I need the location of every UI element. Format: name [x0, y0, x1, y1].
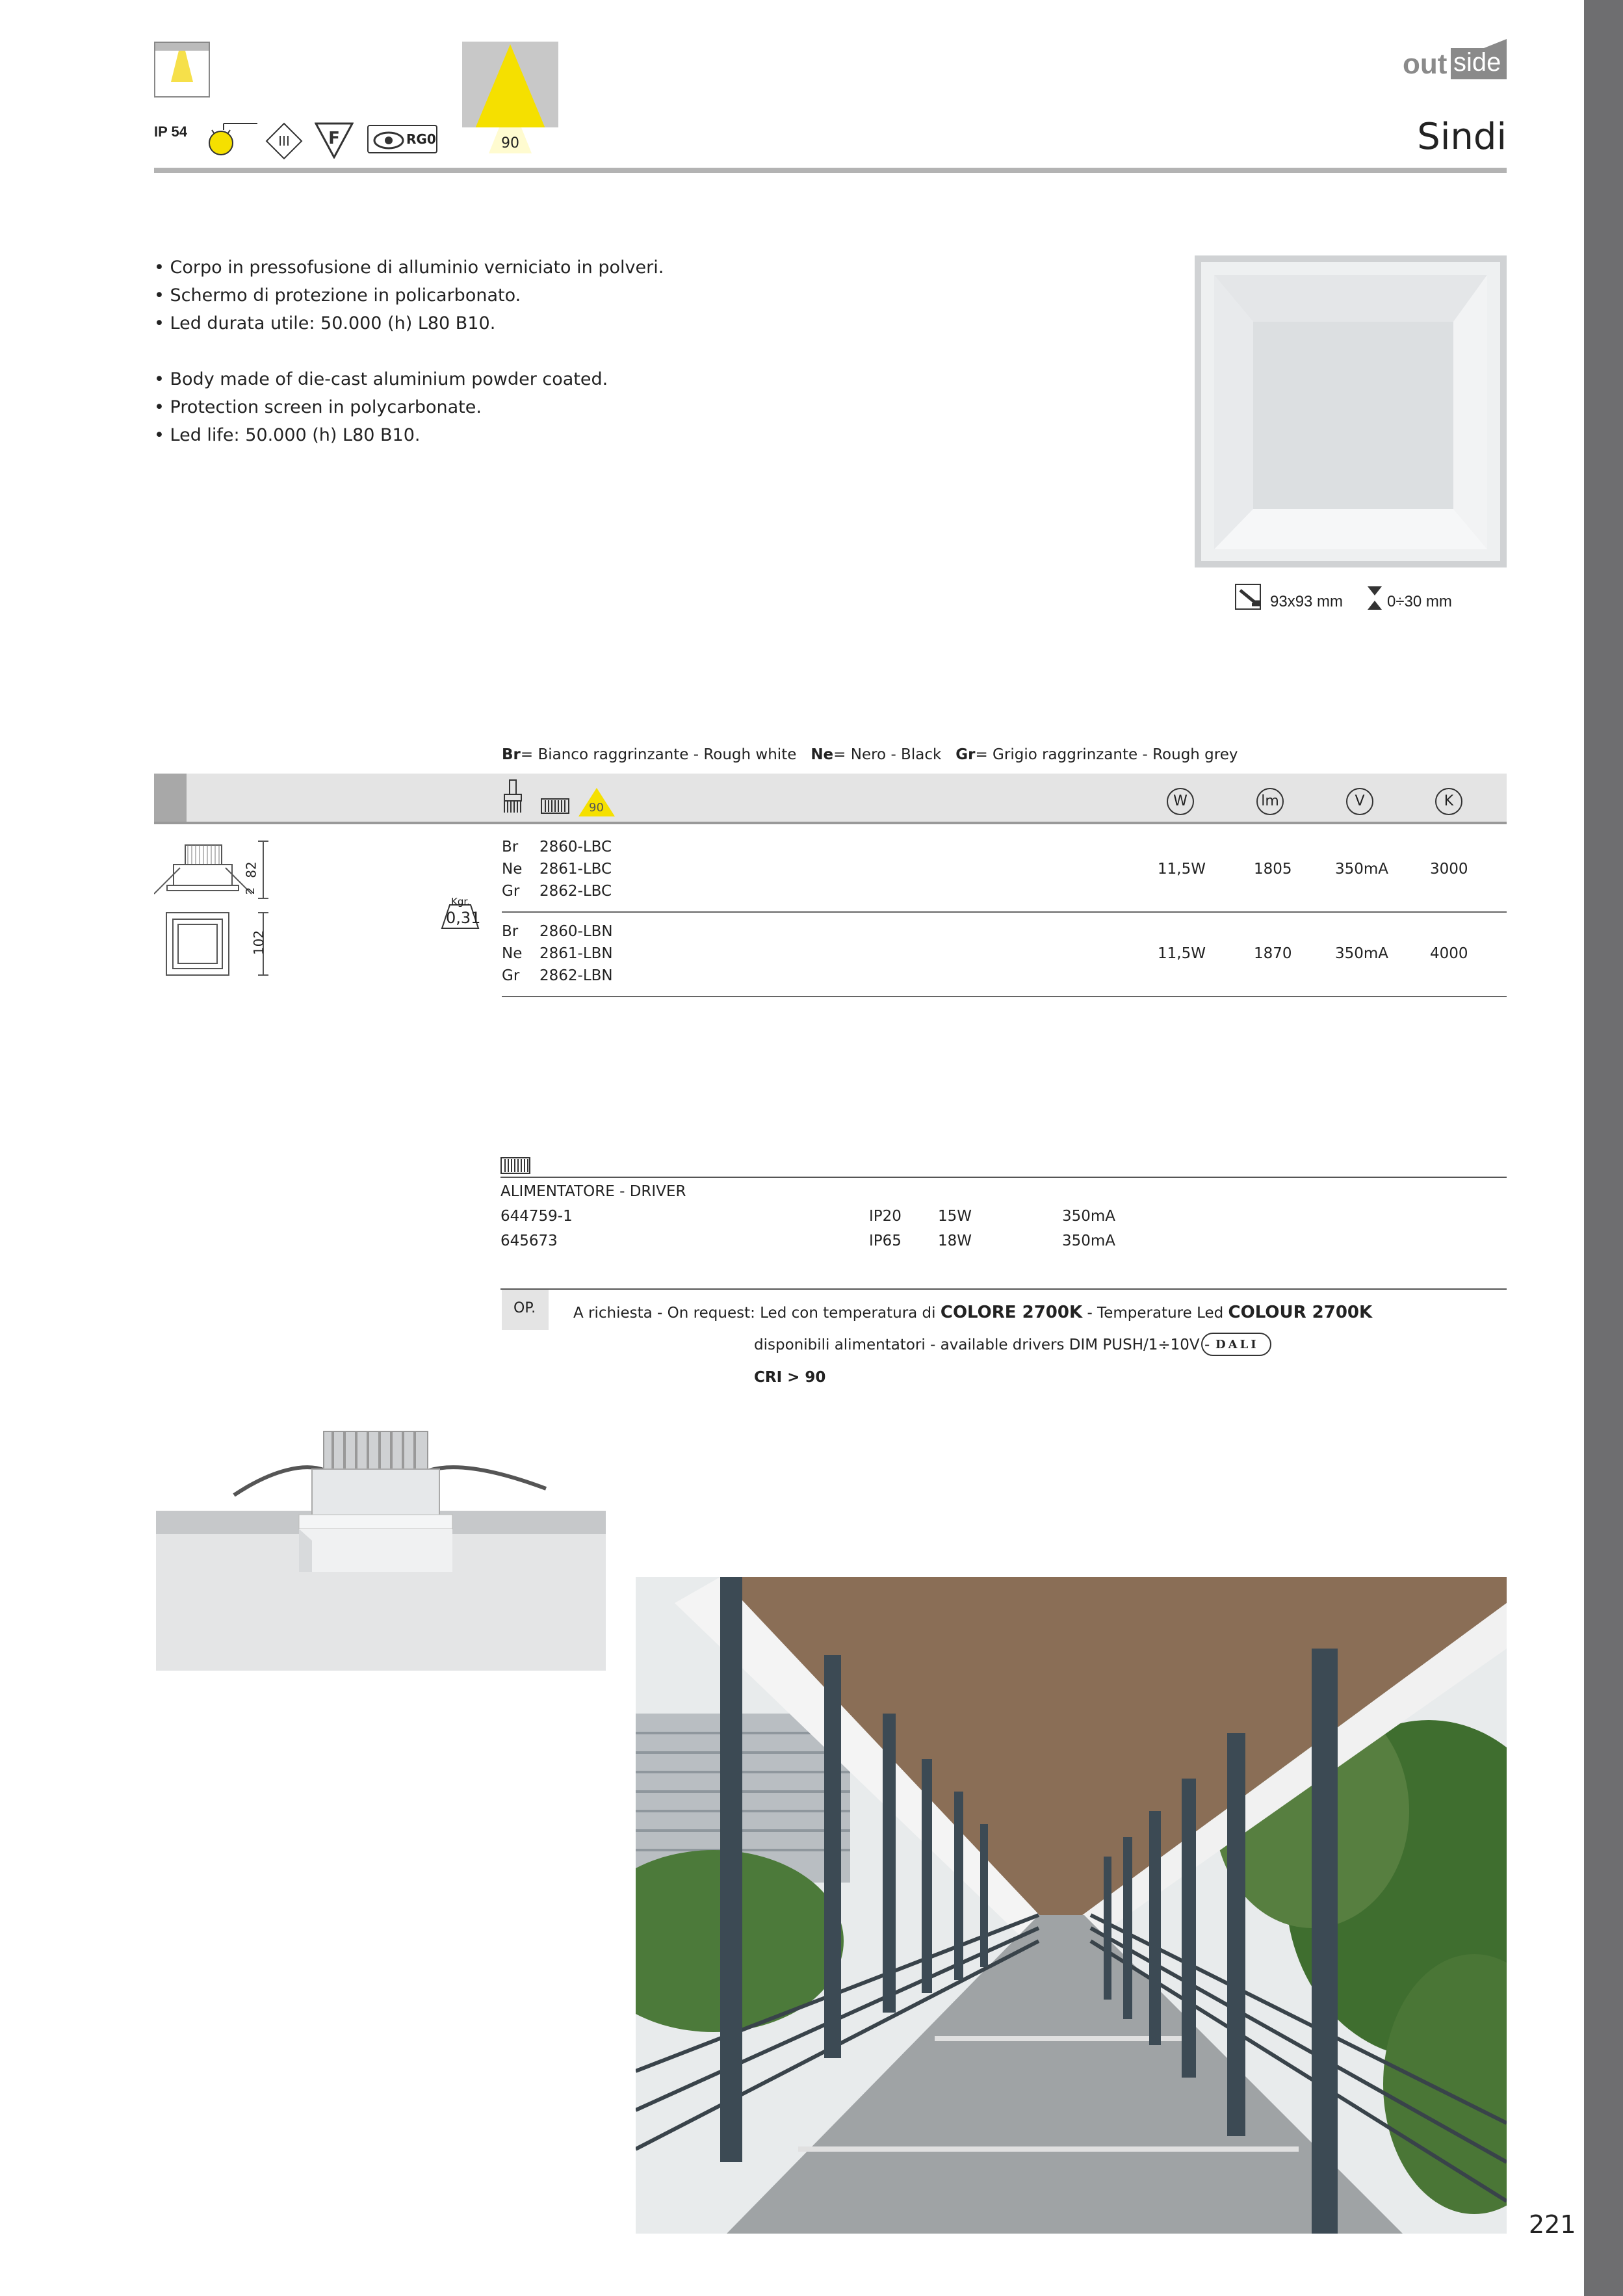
brand-logo: out side: [1403, 39, 1508, 81]
product-title: Sindi: [1417, 116, 1507, 158]
description-it: [154, 254, 664, 337]
product-code: 2861-LBN: [539, 945, 613, 962]
legend-text: = Nero - Black: [833, 746, 942, 763]
product-code: 2862-LBN: [539, 967, 613, 984]
legend-text: = Bianco raggrinzante - Rough white: [520, 746, 797, 763]
beam-triangle-icon: [577, 787, 616, 816]
option-top-rule: [500, 1288, 1507, 1290]
table-header-underline: [154, 822, 1507, 824]
lumen-header-icon: lm: [1256, 788, 1284, 815]
finish-code: Br: [502, 923, 519, 940]
description-line: • Led durata utile: 50.000 (h) L80 B10.: [154, 313, 496, 333]
svg-text:III: III: [278, 133, 290, 149]
ip-rating: IP 54: [154, 124, 187, 140]
risk-group-label: RG0: [406, 131, 436, 147]
watt-header-icon: W: [1167, 788, 1194, 815]
code-barcode-icon: [541, 798, 569, 814]
legend-key: Br: [502, 746, 521, 763]
table-header-marker: [154, 774, 187, 823]
driver-barcode-icon: [500, 1157, 530, 1174]
weight-value: 0,31: [446, 909, 481, 927]
legend-text: = Grigio raggrinzante - Rough grey: [975, 746, 1238, 763]
weight-unit: Kgr.: [451, 896, 470, 907]
cutout-icon: [1235, 584, 1261, 610]
legend-key: Gr: [955, 746, 976, 763]
option-label-box: [502, 1290, 549, 1330]
current-value: 350mA: [1335, 945, 1389, 962]
product-code: 2860-LBN: [539, 923, 613, 940]
kelvin-value: 4000: [1430, 945, 1468, 962]
ceiling-thickness-icon: [1365, 585, 1384, 611]
header-rule: [154, 168, 1507, 173]
option-label: OP.: [513, 1300, 536, 1316]
driver-title: ALIMENTATORE - DRIVER: [500, 1183, 686, 1200]
description-en: [154, 365, 608, 449]
option-text: A richiesta - On request: Led con temperatura di: [573, 1305, 941, 1322]
dimension-height: 82: [243, 861, 259, 878]
driver-current: 350mA: [1062, 1233, 1116, 1249]
finish-brush-icon: [502, 779, 524, 815]
description-line: • Body made of die-cast aluminium powder coated.: [154, 369, 608, 389]
finish-code: Ne: [502, 945, 523, 962]
driver-power: 15W: [938, 1208, 972, 1225]
option-line-1: [573, 1303, 1372, 1322]
kelvin-header-icon: K: [1435, 788, 1462, 815]
dimension-width: 102: [251, 930, 267, 956]
row-divider: [502, 911, 1507, 913]
light-distribution-icon: [154, 42, 210, 98]
finish-legend: [502, 746, 1238, 763]
driver-ip: IP20: [869, 1208, 902, 1225]
description-line: • Corpo in pressofusione di alluminio verniciato in polveri.: [154, 257, 664, 278]
product-front-image: [1195, 255, 1507, 567]
driver-top-rule: [500, 1177, 1507, 1178]
cutout-size: 93x93 mm: [1270, 593, 1344, 610]
weight-icon: [439, 896, 481, 930]
watt-value: 11,5W: [1158, 945, 1206, 962]
driver-ip: IP65: [869, 1233, 902, 1249]
driver-power: 18W: [938, 1233, 972, 1249]
description-line: • Led life: 50.000 (h) L80 B10.: [154, 425, 421, 445]
finish-code: Gr: [502, 883, 520, 900]
page-number: 221: [1529, 2210, 1576, 2239]
svg-text:F: F: [328, 129, 340, 148]
finish-code: Ne: [502, 861, 523, 878]
product-code: 2861-LBC: [539, 861, 612, 878]
finish-code: Gr: [502, 967, 520, 984]
description-line: • Schermo di protezione in policarbonato.: [154, 285, 521, 306]
legend-key: Ne: [811, 746, 834, 763]
dali-badge: [1201, 1333, 1271, 1356]
table-header-band: [154, 774, 1507, 823]
dali-label: DALI: [1215, 1338, 1259, 1351]
bulb-icon: [207, 121, 259, 161]
option-highlight: COLOUR 2700K: [1228, 1303, 1373, 1322]
option-line-2: disponibili alimentatori - available drivers DIM PUSH/1÷10V -: [754, 1337, 1210, 1353]
option-text: - Temperature Led: [1082, 1305, 1228, 1322]
option-highlight: COLORE 2700K: [940, 1303, 1083, 1322]
row-divider: [502, 996, 1507, 997]
class-f-icon: [315, 122, 354, 159]
dimension-offset: 2: [244, 887, 258, 895]
risk-group-icon: [367, 125, 437, 153]
walkway-photo: [636, 1577, 1507, 2234]
description-line: • Protection screen in polycarbonate.: [154, 397, 482, 417]
beam-angle-icon: [462, 42, 558, 153]
current-value: 350mA: [1335, 861, 1389, 878]
driver-code: 645673: [500, 1233, 558, 1249]
installation-image: [156, 1424, 606, 1671]
voltage-header-icon: V: [1346, 788, 1373, 815]
product-code: 2862-LBC: [539, 883, 612, 900]
driver-code: 644759-1: [500, 1208, 573, 1225]
class-iii-icon: [265, 122, 303, 160]
beam-triangle-value: 90: [589, 801, 604, 815]
watt-value: 11,5W: [1158, 861, 1206, 878]
finish-code: Br: [502, 839, 519, 855]
beam-angle-value: 90: [501, 135, 519, 151]
lumen-value: 1805: [1254, 861, 1292, 878]
driver-current: 350mA: [1062, 1208, 1116, 1225]
lumen-value: 1870: [1254, 945, 1292, 962]
ceiling-thickness: 0÷30 mm: [1387, 593, 1452, 610]
kelvin-value: 3000: [1430, 861, 1468, 878]
page-edge-strip: [1584, 0, 1623, 2296]
option-line-3: CRI > 90: [754, 1369, 826, 1386]
product-code: 2860-LBC: [539, 839, 612, 855]
